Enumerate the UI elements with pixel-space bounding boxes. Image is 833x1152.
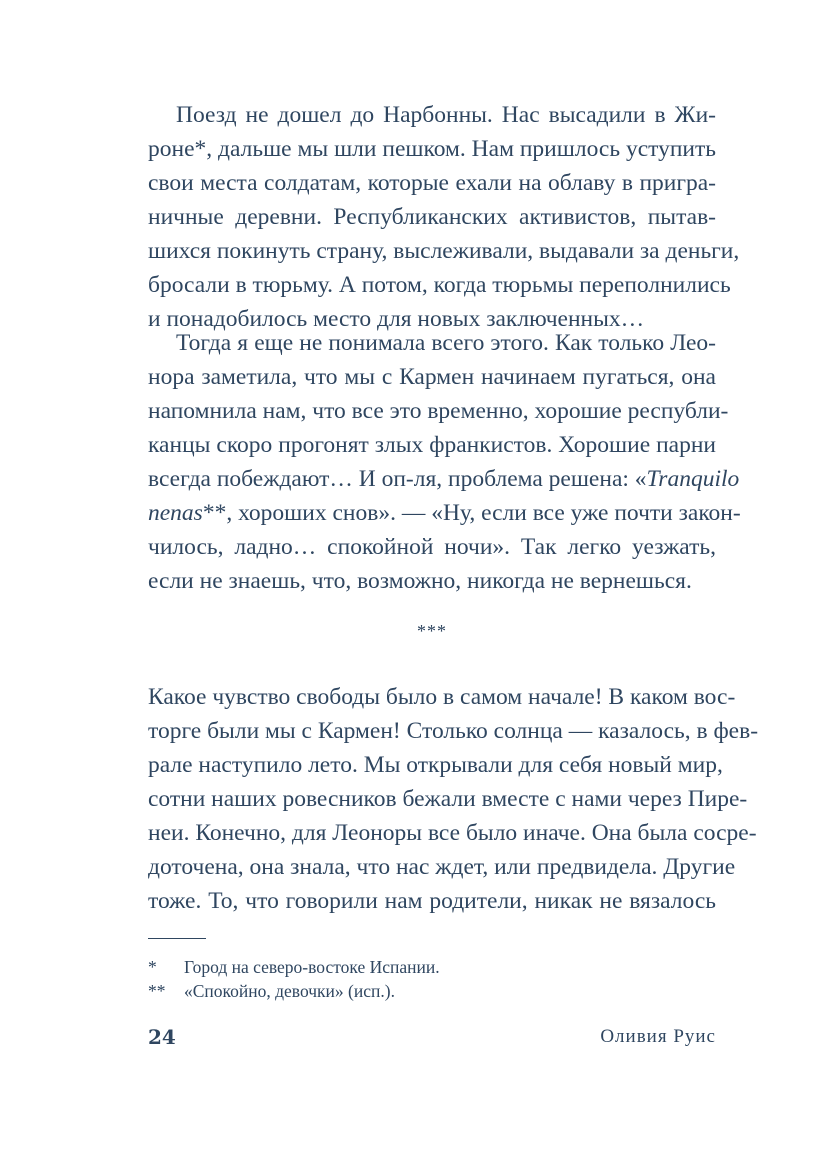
text-line: нора заметила, что мы с Кармен начинаем пугаться, она [148, 364, 716, 390]
text-line: канцы скоро прогонят злых франкистов. Хорошие парни [148, 432, 716, 458]
line-text: всегда побеждают… И оп-ля, проблема решена: « [148, 466, 647, 492]
running-footer-author: Оливия Руис [600, 1026, 716, 1047]
footnote-mark: ** [148, 981, 166, 1001]
page-number: 24 [148, 1025, 176, 1049]
footnote-rule [148, 938, 206, 939]
text-line: напомнила нам, что все это временно, хорошие республи- [148, 398, 729, 424]
italic-phrase: nenas [148, 500, 203, 526]
text-line: чилось, ладно… спокойной ночи». Так легко уезжать, [148, 534, 716, 560]
text-line: если не знаешь, что, возможно, никогда не вернешься. [148, 568, 692, 594]
text-line: Какое чувство свободы было в самом начале! В каком вос- [148, 684, 736, 710]
text-line: тоже. То, что говорили нам родители, никак не вязалось [148, 888, 716, 914]
text-line: ничные деревни. Республиканских активистов, пытав- [148, 204, 716, 230]
text-line: шихся покинуть страну, выслеживали, выдавали за деньги, [148, 238, 740, 264]
text-line: доточена, она знала, что нас ждет, или предвидела. Другие [148, 854, 736, 880]
text-line: сотни наших ровесников бежали вместе с нами через Пире- [148, 786, 748, 812]
text-line: Тогда я еще не понимала всего этого. Как только Лео- [176, 330, 716, 356]
footnote-mark: * [148, 957, 157, 977]
text-line: рале наступило лето. Мы открывали для себя новый мир, [148, 752, 723, 778]
text-line: Поезд не дошел до Нарбонны. Нас высадили в Жи- [176, 102, 716, 128]
text-line [148, 496, 741, 530]
text-line: роне*, дальше мы шли пешком. Нам пришлось уступить [148, 136, 716, 162]
text-line: бросали в тюрьму. А потом, когда тюрьмы переполнились [148, 272, 731, 298]
text-line: свои места солдатам, которые ехали на облаву в пригра- [148, 170, 716, 196]
italic-phrase: Tranquilo [646, 466, 740, 492]
text-line: торге были мы с Кармен! Столько солнца — казалось, в фев- [148, 718, 759, 744]
footnote [148, 979, 395, 1003]
text-line: неи. Конечно, для Леоноры все было иначе. Она была сосре- [148, 820, 757, 846]
section-separator: *** [417, 621, 447, 641]
footnote-text: Город на северо-востоке Испании. [184, 957, 440, 977]
text-line: и понадобилось место для новых заключенных… [148, 306, 645, 332]
line-text: **, хороших снов». — «Ну, если все уже почти закон- [202, 500, 741, 526]
text-line [148, 462, 740, 496]
footnote [148, 955, 440, 979]
footnote-text: «Спокойно, девочки» (исп.). [184, 981, 395, 1001]
